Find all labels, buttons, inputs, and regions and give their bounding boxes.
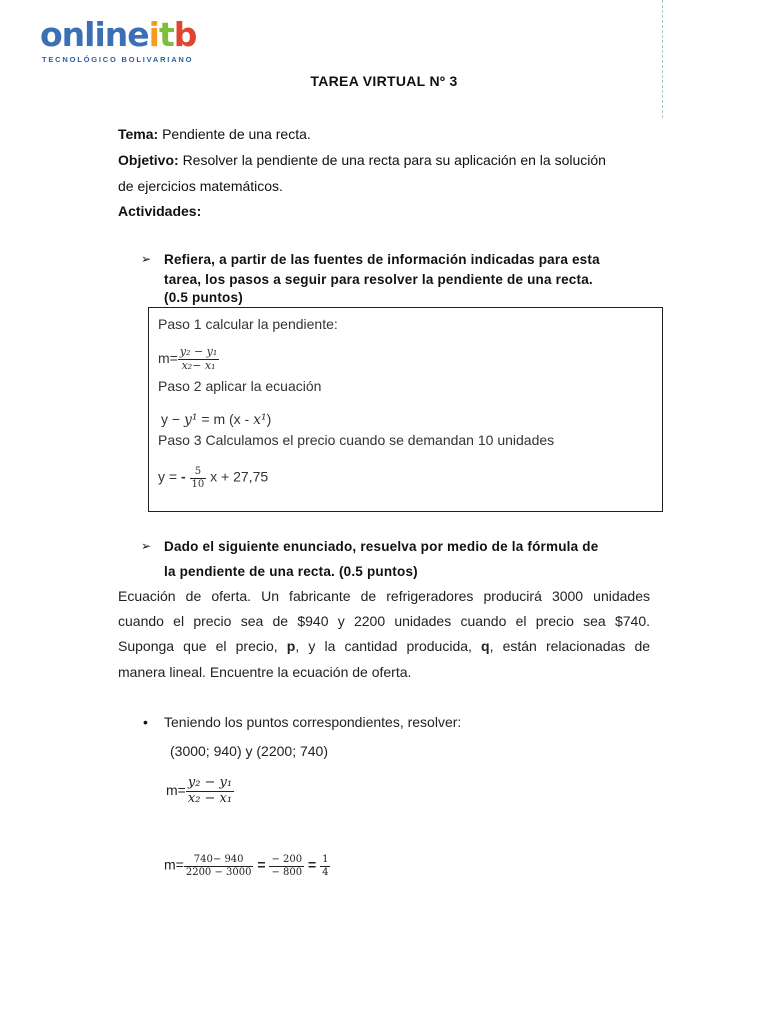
step1-text: Paso 1 calcular la pendiente: <box>158 316 338 332</box>
tema-label: Tema: <box>118 126 159 142</box>
task2-bullet-icon: ➢ <box>141 539 152 553</box>
task1-bullet-icon: ➢ <box>141 252 152 266</box>
logo <box>40 15 200 68</box>
task2-line: la pendiente de una recta. (0.5 puntos) <box>164 564 418 579</box>
tema-line <box>118 126 311 142</box>
objetivo-label: Objetivo: <box>118 152 179 168</box>
result-fraction: $\frac{5}{10}$ <box>191 466 205 490</box>
step3-text: Paso 3 Calculamos el precio cuando se demandan 10 unidades <box>158 432 555 448</box>
answer-box <box>148 307 663 512</box>
result-equation: y = - $\frac{5}{10}$ x + 27,75 <box>158 466 269 490</box>
tema-value: Pendiente de una recta. <box>162 126 311 142</box>
objetivo-value: Resolver la pendiente de una recta para su aplicación en la solución <box>182 152 606 168</box>
task1-line: Refiera, a partir de las fuentes de información indicadas para esta <box>164 252 600 267</box>
step2-text: Paso 2 aplicar la ecuación <box>158 378 322 394</box>
logo-subtitle: TECNOLÓGICO BOLIVARIANO <box>42 55 194 64</box>
slope-formula: m= $\frac{\text{y₂ − y₁}}{\text{x₂− x₁}}$ <box>158 345 218 372</box>
solution-calculation: m= $\frac{740- 940}{2200 - 3000}$ = $\frac{- 200}{- 800}$ = $\frac{1}{4}$ <box>164 854 329 878</box>
slope-fraction: $\frac{\text{y₂ − y₁}}{\text{x₂− x₁}}$ <box>179 345 218 372</box>
problem-line: cuando el precio sea de $940 y 2200 unidades cuando el precio sea $740. <box>118 613 650 629</box>
problem-line: manera lineal. Encuentre la ecuación de oferta. <box>118 664 412 680</box>
point-slope-equation: y − y¹ = m (x - x¹) <box>161 411 272 428</box>
task1-line: (0.5 puntos) <box>164 290 243 305</box>
calc-fraction-3: $\frac{1}{4}$ <box>322 854 329 878</box>
calc-fraction-1: $\frac{740- 940}{2200 - 3000}$ <box>185 854 252 878</box>
solution-slope-fraction: $\frac{\text{y₂ − y₁}}{\text{x₂ − x₁}}$ <box>187 775 233 806</box>
problem-line: Ecuación de oferta. Un fabricante de refrigeradores producirá 3000 unidades <box>118 588 650 604</box>
solution-points: (3000; 940) y (2200; 740) <box>170 743 328 759</box>
task1-line: tarea, los pasos a seguir para resolver la pendiente de una recta. <box>164 272 593 287</box>
objetivo-value-continued: de ejercicios matemáticos. <box>118 178 283 194</box>
task2-line: Dado el siguiente enunciado, resuelva por medio de la fórmula de <box>164 539 599 554</box>
page-edge-guide <box>662 0 663 118</box>
page-title: TAREA VIRTUAL Nº 3 <box>310 73 458 89</box>
objetivo-line <box>118 152 606 168</box>
logo-wordmark: onlineitb <box>40 15 197 54</box>
solution-slope-formula: m= $\frac{\text{y₂ − y₁}}{\text{x₂ − x₁}}$ <box>166 775 233 806</box>
solution-intro: Teniendo los puntos correspondientes, resolver: <box>164 714 462 730</box>
actividades-heading: Actividades: <box>118 203 202 219</box>
problem-line: Suponga que el precio, p, y la cantidad producida, q, están relacionadas de <box>118 638 651 654</box>
calc-fraction-2: $\frac{- 200}{- 800}$ <box>271 854 303 878</box>
solution-bullet-icon: • <box>143 714 148 730</box>
